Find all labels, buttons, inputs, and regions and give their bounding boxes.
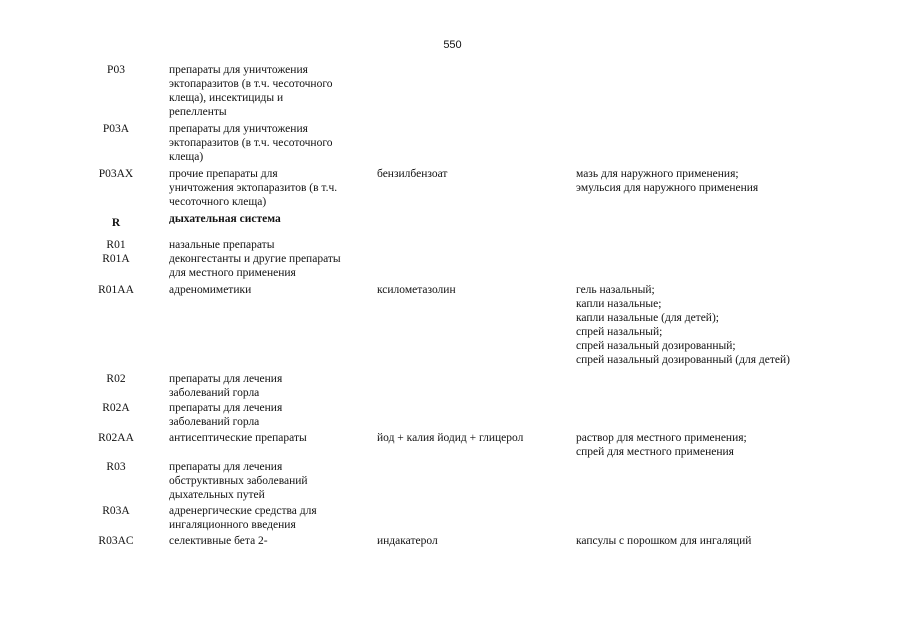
form-line: капсулы с порошком для ингаляций — [576, 535, 752, 547]
atc-group-name — [169, 401, 369, 429]
drug-line: йод + калия йодид + глицерол — [377, 432, 524, 444]
name-line: для местного применения — [169, 267, 296, 279]
atc-code: R02 — [106, 373, 126, 385]
name-line: антисептические препараты — [169, 432, 307, 444]
atc-code: R03 — [106, 461, 126, 473]
atc-code: P03A — [102, 123, 130, 135]
name-line: дыхательных путей — [169, 489, 265, 501]
drug-name — [377, 283, 567, 297]
form-line: спрей назальный дозированный; — [576, 340, 736, 352]
atc-code: R01 — [106, 239, 126, 251]
name-line: препараты для уничтожения — [169, 64, 308, 76]
form-line: капли назальные (для детей); — [576, 312, 719, 324]
atc-code: P03 — [107, 64, 125, 76]
form-line: спрей назальный; — [576, 326, 663, 338]
name-line: деконгестанты и другие препараты — [169, 253, 341, 265]
name-line: обструктивных заболеваний — [169, 475, 308, 487]
name-line: препараты для уничтожения — [169, 123, 308, 135]
name-line: заболеваний горла — [169, 387, 260, 399]
name-line: препараты для лечения — [169, 373, 283, 385]
atc-group-name — [169, 504, 369, 532]
form-line: раствор для местного применения; — [576, 432, 747, 444]
name-line: назальные препараты — [169, 239, 275, 251]
atc-code: R03A — [102, 505, 130, 517]
dosage-form — [576, 167, 896, 195]
drug-line: ксилометазолин — [377, 284, 456, 296]
name-line: адреномиметики — [169, 284, 252, 296]
name-line: препараты для лечения — [169, 402, 283, 414]
atc-group-name — [169, 534, 369, 548]
form-line: гель назальный; — [576, 284, 655, 296]
name-line: селективные бета 2- — [169, 535, 268, 547]
form-line: капли назальные; — [576, 298, 662, 310]
atc-group-name — [169, 460, 369, 502]
drug-name — [377, 534, 567, 548]
dosage-form — [576, 534, 896, 548]
name-line: заболеваний горла — [169, 416, 260, 428]
name-line: ингаляционного введения — [169, 519, 296, 531]
atc-code: R02A — [102, 402, 130, 414]
atc-group-name — [169, 63, 369, 119]
drug-line: индакатерол — [377, 535, 438, 547]
name-line: дыхательная система — [169, 213, 281, 225]
atc-group-name — [169, 283, 369, 297]
name-line: клеща) — [169, 151, 204, 163]
name-line: эктопаразитов (в т.ч. чесоточного — [169, 78, 333, 90]
page-number: 550 — [443, 39, 462, 51]
atc-code: R03AC — [98, 535, 134, 547]
atc-group-name — [169, 238, 369, 252]
name-line: эктопаразитов (в т.ч. чесоточного — [169, 137, 333, 149]
atc-group-name — [169, 212, 369, 226]
atc-code: R — [111, 217, 121, 229]
drug-name — [377, 431, 567, 445]
name-line: чесоточного клеща) — [169, 196, 267, 208]
drug-line: бензилбензоат — [377, 168, 448, 180]
drug-name — [377, 167, 567, 181]
dosage-form — [576, 283, 896, 367]
form-line: мазь для наружного применения; — [576, 168, 739, 180]
atc-code: R01AA — [98, 284, 134, 296]
name-line: уничтожения эктопаразитов (в т.ч. — [169, 182, 338, 194]
atc-group-name — [169, 252, 369, 280]
atc-group-name — [169, 372, 369, 400]
dosage-form — [576, 431, 896, 459]
atc-group-name — [169, 122, 369, 164]
form-line: спрей для местного применения — [576, 446, 734, 458]
name-line: препараты для лечения — [169, 461, 283, 473]
atc-code: R01A — [102, 253, 130, 265]
name-line: репелленты — [169, 106, 227, 118]
form-line: эмульсия для наружного применения — [576, 182, 759, 194]
atc-code: P03AX — [98, 168, 134, 180]
form-line: спрей назальный дозированный (для детей) — [576, 354, 790, 366]
atc-code: R02AA — [98, 432, 134, 444]
atc-group-name — [169, 167, 369, 209]
name-line: адренергические средства для — [169, 505, 317, 517]
atc-group-name — [169, 431, 369, 445]
name-line: прочие препараты для — [169, 168, 278, 180]
name-line: клеща), инсектициды и — [169, 92, 284, 104]
